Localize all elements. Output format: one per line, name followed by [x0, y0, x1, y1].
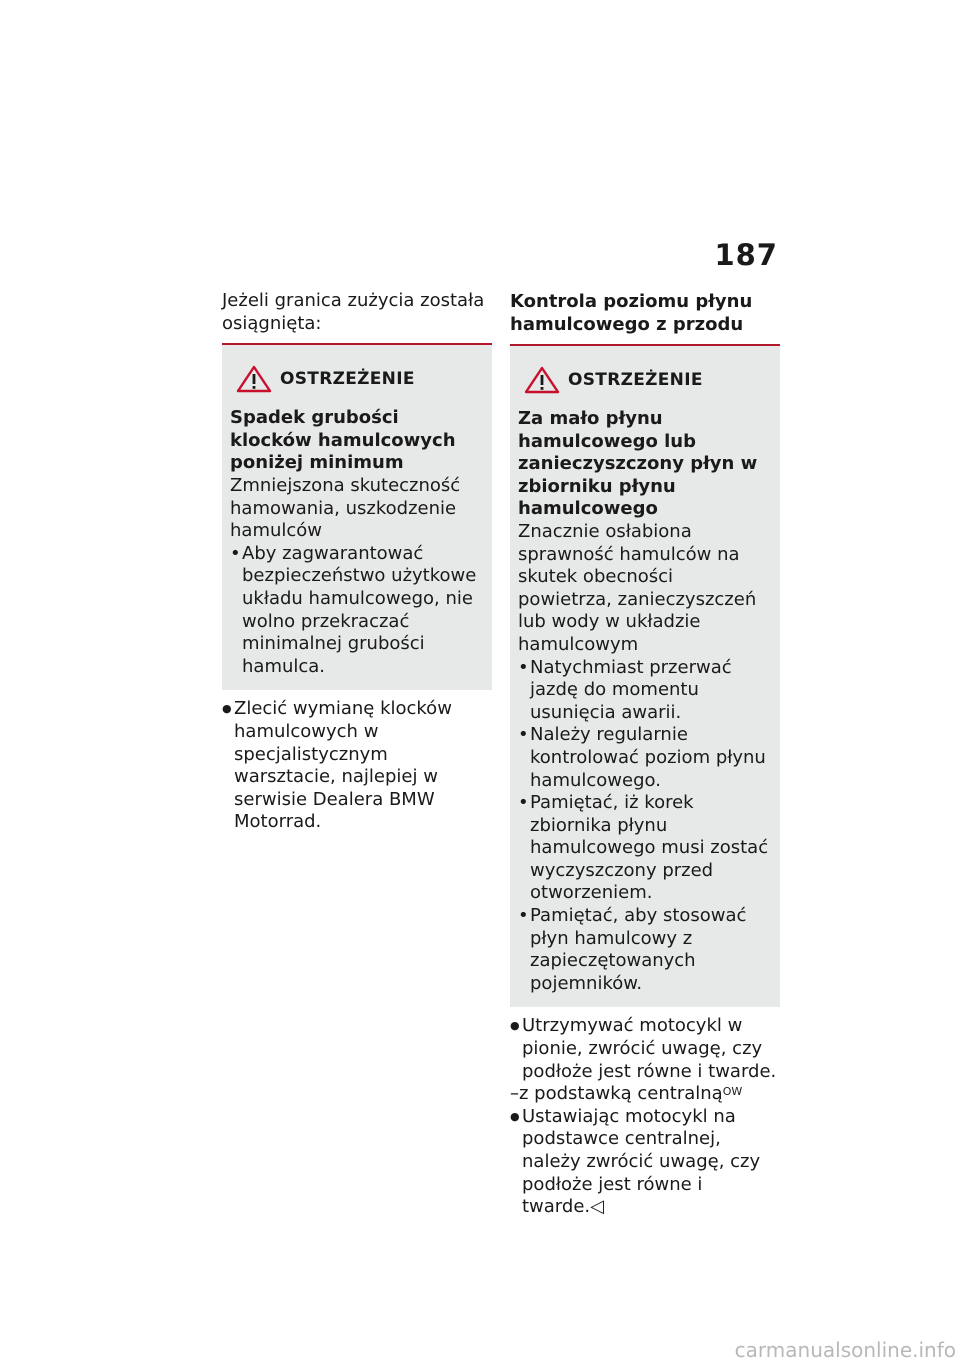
warning-label: OSTRZEŻENIE [568, 370, 703, 390]
warning-header [230, 365, 484, 393]
instruction-step: ● Utrzymywać motocykl w pionie, zwrócić uwagę, czy podłoże jest równe i twarde. [510, 1015, 780, 1083]
warning-header [518, 366, 772, 394]
watermark: carmanualsonline.info [734, 1338, 956, 1362]
left-column [222, 290, 492, 834]
warning-bullet-list [230, 543, 484, 679]
warning-title: Za mało płynu hamulcowego lub zanieczyszczony płyn w zbiorniku płynu hamulcowego [518, 408, 758, 520]
instruction-step-text: Ustawiając motocykl na podstawce centralnej, należy zwrócić uwagę, czy podłoże jest równe i twarde. [522, 1105, 761, 1218]
warning-bullet: • Pamiętać, iż korek zbiornika płynu hamulcowego musi zostać wyczyszczony przed otworzeniem. [518, 792, 772, 905]
end-marker-icon: ◁ [590, 1196, 604, 1218]
warning-bullet: • Natychmiast przerwać jazdę do momentu usunięcia awarii. [518, 657, 772, 725]
right-column [510, 290, 780, 1219]
option-superscript: OW [722, 1085, 743, 1099]
warning-bullet: • Należy regularnie kontrolować poziom płynu hamulcowego. [518, 724, 772, 792]
intro-text: Jeżeli granica zużycia została osiągnięta: [222, 290, 485, 334]
warning-bullet: • Pamiętać, aby stosować płyn hamulcowy z zapieczętowanych pojemników. [518, 905, 772, 995]
warning-bullet-list [518, 657, 772, 996]
warning-bullet: • Aby zagwarantować bezpieczeństwo użytkowe układu hamulcowego, nie wolno przekraczać minimalnej grubości hamulca. [230, 543, 484, 679]
instruction-step [510, 1106, 780, 1219]
warning-description: Zmniejszona skuteczność hamowania, uszkodzenie hamulców [230, 474, 461, 542]
warning-triangle-icon [524, 366, 560, 394]
instruction-step: ● Zlecić wymianę klocków hamulcowych w specjalistycznym warsztacie, najlepiej w serwisie Dealera BMW Motorrad. [222, 698, 492, 834]
section-heading: Kontrola poziomu płynu hamulcowego z przodu [510, 291, 753, 335]
page-number: 187 [714, 238, 778, 272]
warning-description: Znacznie osłabiona sprawność hamulców na skutek obecności powietrza, zanieczyszczeń lub wody w układzie hamulcowym [518, 520, 757, 655]
warning-title: Spadek grubości klocków hamulcowych poniżej minimum [230, 407, 456, 474]
warning-box [222, 345, 492, 690]
option-text: –z podstawką centralną [510, 1083, 723, 1105]
option-line [510, 1083, 780, 1106]
warning-triangle-icon [236, 365, 272, 393]
warning-box [510, 346, 780, 1007]
warning-label: OSTRZEŻENIE [280, 369, 415, 390]
